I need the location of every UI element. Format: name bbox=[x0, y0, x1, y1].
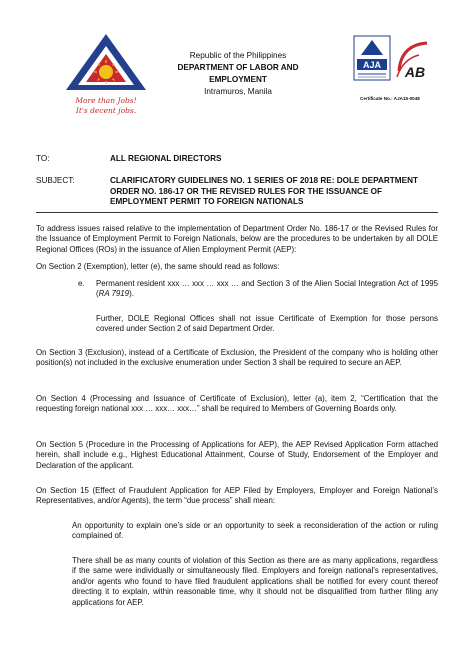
letterhead-department: DEPARTMENT OF LABOR AND EMPLOYMENT bbox=[177, 63, 299, 84]
item-text-b: ). bbox=[129, 289, 134, 299]
exemption-item-e bbox=[78, 279, 438, 300]
section-4-paragraph: On Section 4 (Processing and Issuance of Certificate of Exclusion), letter (a), item 2, “Certification that the requesting foreign national xxx … xxx… xxx…” shall be required to Members of Governing Boards only. bbox=[36, 394, 438, 414]
dole-slogan-line2: It's decent jobs. bbox=[75, 106, 137, 115]
letterhead-address: Intramuros, Manila bbox=[204, 87, 272, 96]
further-paragraph: Further, DOLE Regional Offices shall not issue Certificate of Exemption for those persons covered under Section 2 of said Department Order. bbox=[96, 314, 438, 334]
section-5-paragraph: On Section 5 (Procedure in the Processing of Applications for AEP), the AEP Revised Application Form attached herein, shall include e.g., Highest Educational Attainment, Course of Study, Endorsement of the Employer and Declaration of the applicant. bbox=[36, 440, 438, 470]
section-2-paragraph: On Section 2 (Exemption), letter (e), the same should read as follows: bbox=[36, 262, 280, 271]
section-3-paragraph: On Section 3 (Exclusion), instead of a Certificate of Exclusion, the President of the company who is holding other position(s) not included in the exclusive enumeration under Section 3 shall be required to secure an AEP. bbox=[36, 348, 438, 368]
letterhead bbox=[150, 50, 326, 98]
opportunity-paragraph: An opportunity to explain one’s side or an opportunity to seek a reconsideration of the action or ruling complained of. bbox=[72, 521, 438, 541]
header-divider bbox=[36, 212, 438, 213]
item-text-a: Permanent resident xxx … xxx … xxx … and Section 3 of the Alien Social Integration Act of 1995 ( bbox=[96, 279, 438, 299]
to-label: TO: bbox=[36, 154, 50, 163]
aja-logo-text: AJA bbox=[362, 60, 382, 70]
dole-logo bbox=[64, 32, 148, 120]
intro-paragraph: To address issues raised relative to the implementation of Department Order No. 186-17 or the Revised Rules for the Issuance of Employment Permit to Foreign Nationals, below are the procedures to be undertaken by all DOLE Regional Offices (ROs) in the issuance of Alien Employment Permit (AEP): bbox=[36, 224, 438, 254]
ra-reference: RA 7919 bbox=[98, 289, 130, 299]
to-value: ALL REGIONAL DIRECTORS bbox=[110, 154, 222, 163]
subject-label: SUBJECT: bbox=[36, 176, 75, 185]
section-15-paragraph: On Section 15 (Effect of Fraudulent Application for AEP Filed by Employers, Employer and Foreign National’s Representatives, and/or Agents), the term “due process” shall mean: bbox=[36, 486, 438, 506]
subject-value: CLARIFICATORY GUIDELINES NO. 1 SERIES OF 2018 RE: DOLE DEPARTMENT ORDER NO. 186-17 OR THE REVISED RULES FOR THE ISSUANCE OF EMPLOYMENT PERMIT TO FOREIGN NATIONALS bbox=[110, 176, 418, 206]
counts-paragraph: There shall be as many counts of violation of this Section as there are as many applications, regardless if the same were individually or simultaneously filed. Employers and foreign national’s representatives, and/or agents who found to have filed fraudulent applications shall be notified for every count thereof directing it to explain, within reasonable time, why it should not be disqualified from further filing any applications for AEP. bbox=[72, 556, 438, 607]
aja-logo bbox=[353, 35, 391, 83]
ab-accreditation-logo bbox=[391, 37, 433, 83]
item-text bbox=[96, 279, 438, 300]
certificate-number: Certificate No.: AJA15-0048 bbox=[360, 96, 420, 101]
letterhead-country: Republic of the Philippines bbox=[189, 51, 287, 60]
item-marker: e. bbox=[78, 279, 85, 288]
ab-logo-text: AB bbox=[404, 64, 426, 80]
dole-slogan-line1: More than Jobs! bbox=[75, 96, 137, 105]
